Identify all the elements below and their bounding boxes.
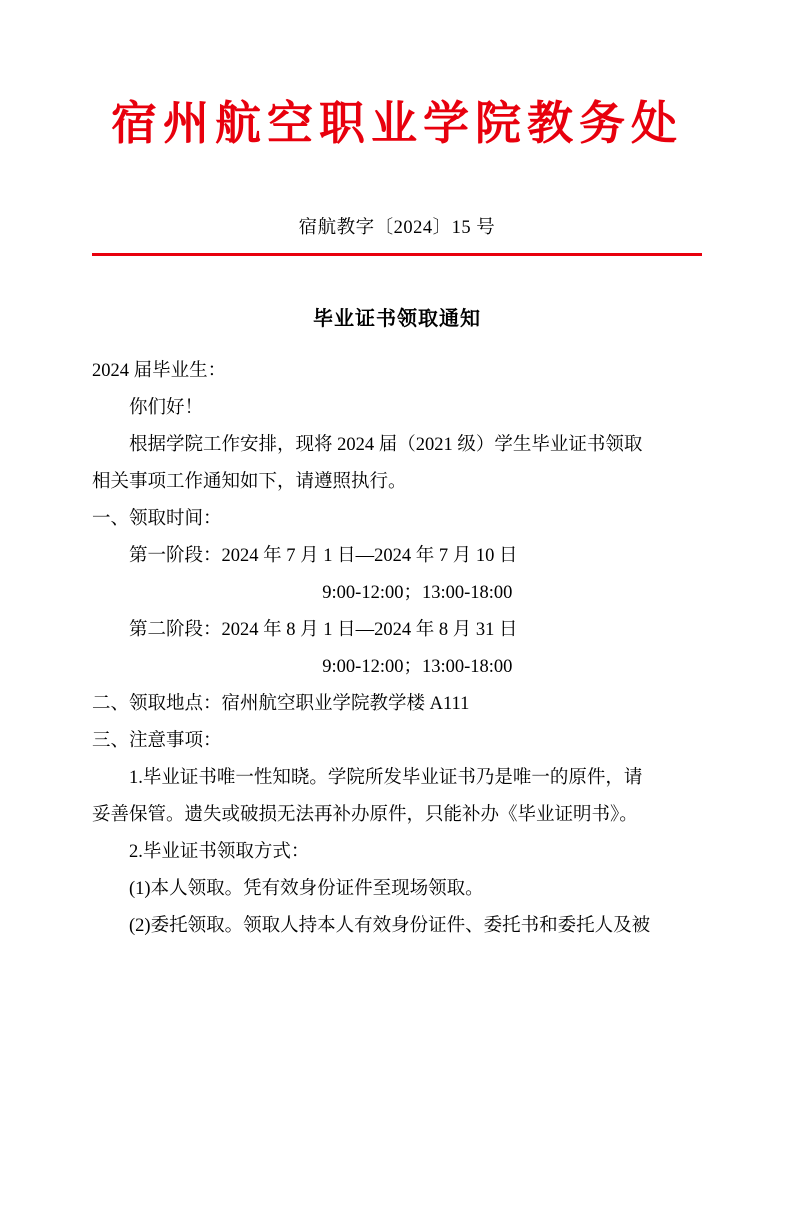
paragraph-phase-2-hours: 9:00-12:00；13:00-18:00 <box>322 656 513 677</box>
paragraph-section-2: 二、领取地点：宿州航空职业学院教学楼 A111 <box>92 693 470 714</box>
red-divider-rule <box>92 253 702 256</box>
document-body <box>92 353 702 945</box>
paragraph-note-2-1: (1)本人领取。凭有效身份证件至现场领取。 <box>129 878 484 899</box>
paragraph-phase-1: 第一阶段：2024 年 7 月 1 日—2024 年 7 月 10 日 <box>129 545 518 566</box>
page-title: 毕业证书领取通知 <box>313 307 481 330</box>
document-page <box>0 96 794 1218</box>
paragraph-intro-2: 相关事项工作通知如下，请遵照执行。 <box>92 471 407 492</box>
paragraph-salutation: 2024 届毕业生： <box>92 360 227 381</box>
paragraph-phase-1-hours: 9:00-12:00；13:00-18:00 <box>322 582 513 603</box>
paragraph-note-1b: 妥善保管。遗失或破损无法再补办原件，只能补办《毕业证明书》。 <box>92 804 638 825</box>
document-number: 宿航教字〔2024〕15 号 <box>298 218 496 239</box>
paragraph-intro-1: 根据学院工作安排，现将 2024 届（2021 级）学生毕业证书领取 <box>129 434 643 455</box>
paragraph-note-1a: 1.毕业证书唯一性知晓。学院所发毕业证书乃是唯一的原件，请 <box>129 767 643 788</box>
paragraph-note-2: 2.毕业证书领取方式： <box>129 841 310 862</box>
paragraph-note-2-2: (2)委托领取。领取人持本人有效身份证件、委托书和委托人及被 <box>129 915 651 936</box>
paragraph-section-1: 一、领取时间： <box>92 508 222 529</box>
paragraph-section-3: 三、注意事项： <box>92 730 222 751</box>
paragraph-phase-2: 第二阶段：2024 年 8 月 1 日—2024 年 8 月 31 日 <box>129 619 518 640</box>
paragraph-greeting: 你们好！ <box>129 397 204 418</box>
document-header-title: 宿州航空职业学院教务处 <box>111 96 683 150</box>
